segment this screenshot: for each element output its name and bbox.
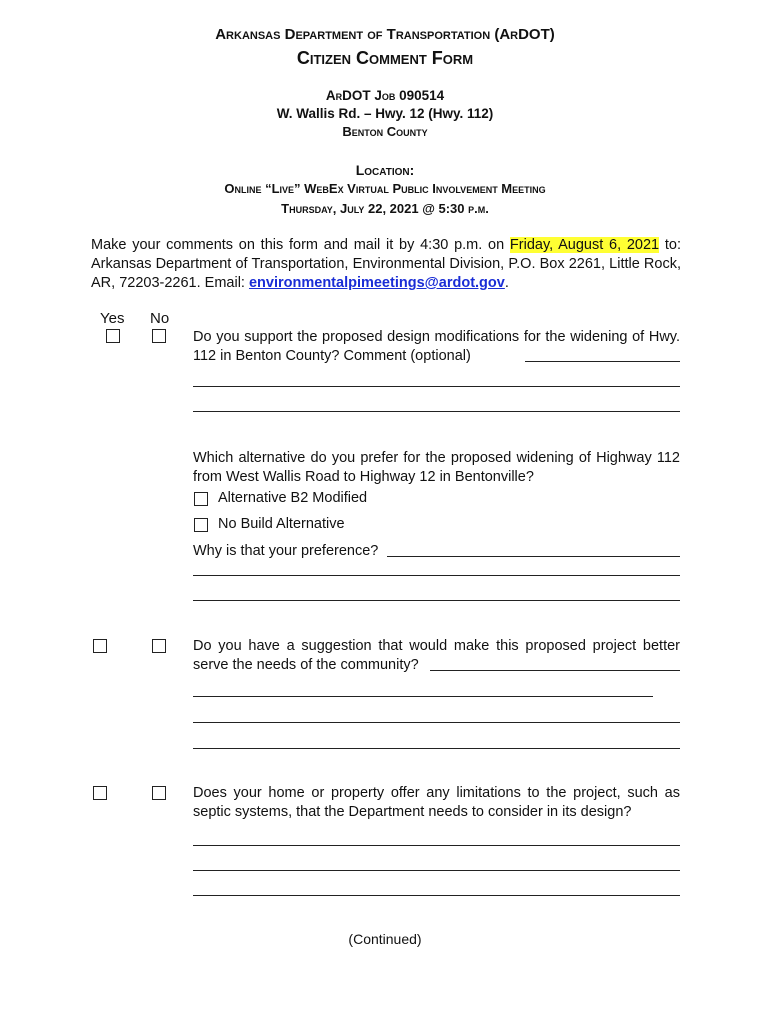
q1-answer-line[interactable] [193,411,680,412]
question-4-text: Does your home or property offer any limitations to the project, such as septic systems, that the Department needs to consider in its design? [193,785,680,820]
q4-answer-line[interactable] [193,845,680,846]
continued-label: (Continued) [348,931,422,947]
email-link[interactable]: environmentalpimeetings@ardot.gov [248,275,505,291]
meeting-name: Online “Live” WebEx Virtual Public Involvement Meeting [224,181,546,196]
preference-prompt: Why is that your preference? [193,543,379,559]
instructions-paragraph [91,236,681,293]
q4-answer-line[interactable] [193,870,680,871]
instructions-text-1: Make your comments on this form and mail it by 4:30 p.m. on [91,237,510,253]
q1-yes-checkbox[interactable] [106,329,120,343]
q3-answer-line[interactable] [430,670,680,671]
alternative-b2-label: Alternative B2 Modified [218,490,368,506]
q2-answer-line[interactable] [387,556,680,557]
q3-answer-line[interactable] [193,722,680,723]
q4-yes-checkbox[interactable] [93,786,107,800]
deadline-highlight: Friday, August 6, 2021 [509,237,660,253]
meeting-date: Thursday, July 22, 2021 @ 5:30 p.m. [281,201,489,216]
instructions-text-2: to: Arkansas Department of Transportation, Environmental Division, P.O. Box 2261, Little Rock, AR, 72203-2261. Email: [91,237,681,291]
form-title: Citizen Comment Form [296,48,474,68]
q4-answer-line[interactable] [193,895,680,896]
no-build-label: No Build Alternative [218,516,345,532]
question-1-text: Do you support the proposed design modifications for the widening of Hwy. 112 in Benton County? Comment (optional) [193,329,680,364]
yes-column-header: Yes [100,310,125,327]
no-build-checkbox[interactable] [194,518,208,532]
q3-yes-checkbox[interactable] [93,639,107,653]
q4-no-checkbox[interactable] [152,786,166,800]
county-name: Benton County [342,124,428,139]
q3-answer-line[interactable] [193,696,653,697]
instructions-text-3: . [504,275,509,291]
q1-answer-line[interactable] [525,361,680,362]
location-label: Location: [355,162,415,178]
q2-answer-line[interactable] [193,575,680,576]
q2-answer-line[interactable] [193,600,680,601]
question-3-text: Do you have a suggestion that would make this proposed project better serve the needs of the community? [193,638,680,673]
q1-answer-line[interactable] [193,386,680,387]
agency-title: Arkansas Department of Transportation (ArDOT) [215,26,555,43]
question-2-text: Which alternative do you prefer for the proposed widening of Highway 112 from West Wallis Road to Highway 12 in Bentonville? [193,450,680,485]
q3-answer-line[interactable] [193,748,680,749]
q1-no-checkbox[interactable] [152,329,166,343]
q3-no-checkbox[interactable] [152,639,166,653]
road-name: W. Wallis Rd. – Hwy. 12 (Hwy. 112) [276,106,494,121]
alternative-b2-checkbox[interactable] [194,492,208,506]
job-number: ArDOT Job 090514 [325,88,445,103]
no-column-header: No [150,310,170,327]
